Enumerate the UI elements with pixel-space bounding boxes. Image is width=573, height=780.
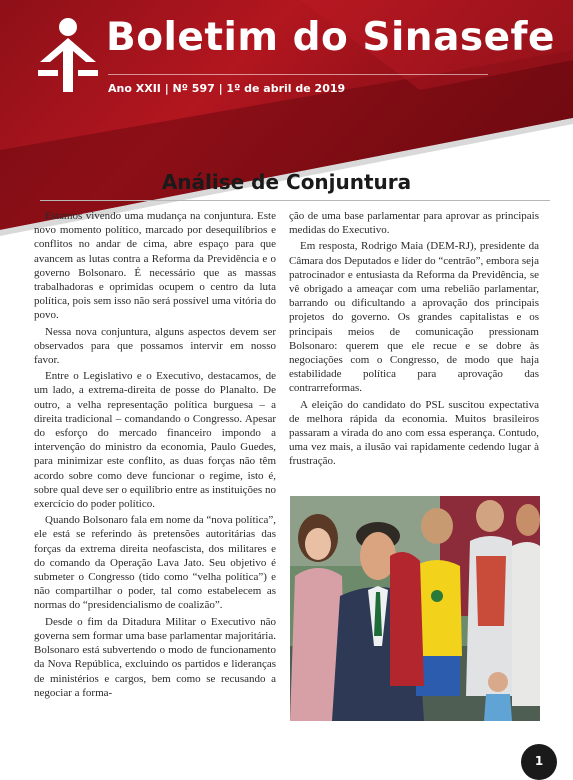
paragraph: A eleição do candidato do PSL suscitou expectativa de melhora rápida da economia. Muitos brasileiros passaram a virada do ano com essa esperança. Contudo, uma vez mais, a ilusão vai rapidamente cedendo lugar à frustração. (289, 398, 539, 468)
paragraph: Nessa nova conjuntura, alguns aspectos devem ser observados para que possamos intervir em nosso favor. (34, 325, 276, 367)
header-divider (108, 74, 488, 75)
paragraph: Em resposta, Rodrigo Maia (DEM-RJ), presidente da Câmara dos Deputados e líder do “centrão”, embora seja patrocinador e entusiasta da Reforma da Previdência, se vê obrigado a ameaçar com uma rebelião parlamentar, barrando ou dificultando a aprovação dos principais projetos do governo. Os grandes capitalistas e os principais meios de comunicação pressionam Bolsonaro: querem que ele recue e se dobre às negociações com o Congresso, de modo que haja estabilidade política para aprovação das contrarreformas. (289, 240, 539, 395)
page-number: 1 (521, 744, 557, 780)
section-title: Análise de Conjuntura (161, 170, 412, 194)
edition-info: Ano XXII | Nº 597 | 1º de abril de 2019 (108, 82, 346, 95)
paragraph: Estamos vivendo uma mudança na conjuntura. Este novo momento político, marcado por desequilíbrios e conflitos no andar de cima, abre espaço para que avancem as lutas contra a Reforma da Previdência e o governo Bolsonaro. É necessário que as massas trabalhadoras e oprimidas ocupem o centro da luta política, pois sem isso não será possível uma vitória do povo. (34, 210, 276, 322)
paragraph: Entre o Legislativo e o Executivo, destacamos, de um lado, a extrema-direita de posse do Planalto. De outro, a velha representação política burguesa – a direita tradicional – comandando o Congresso. Apesar do esforço do mercado financeiro impondo a intervenção do ministro da economia, Paulo Guedes, para minimizar este conflito, as duas forças não têm acordo sobre como deve funcionar o regime, isto é, sobre qual deve ser o equilíbrio entre as instituições no exercício do poder político. (34, 370, 276, 511)
article-photo (290, 496, 540, 721)
article-left-column (34, 209, 276, 729)
carnival-puppets-image (290, 496, 540, 721)
paragraph: Desde o fim da Ditadura Militar o Executivo não governa sem formar uma base parlamentar majoritária. Bolsonaro está subvertendo o modo de funcionamento da Nova República, excluindo os partidos e lideranças de ministérios e cargos, bem como se recusando a negociar a forma- (34, 615, 276, 699)
section-divider (40, 200, 550, 201)
sinasefe-logo-icon (34, 14, 102, 94)
article-right-column (289, 209, 539, 489)
bulletin-title: Boletim do Sinasefe (106, 15, 555, 60)
paragraph: ção de uma base parlamentar para aprovar as principais medidas do Executivo. (289, 210, 539, 237)
paragraph: Quando Bolsonaro fala em nome da “nova política”, ele está se referindo às pretensões autoritárias das forças da extrema direita neofascista, dos militares e do comando da Operação Lava Jato. Seu objetivo é submeter o Congresso (tido como “velha política”) e não compartilhar o poder, tal como estabelecem as normas do “presidencialismo de coalizão”. (34, 514, 276, 612)
